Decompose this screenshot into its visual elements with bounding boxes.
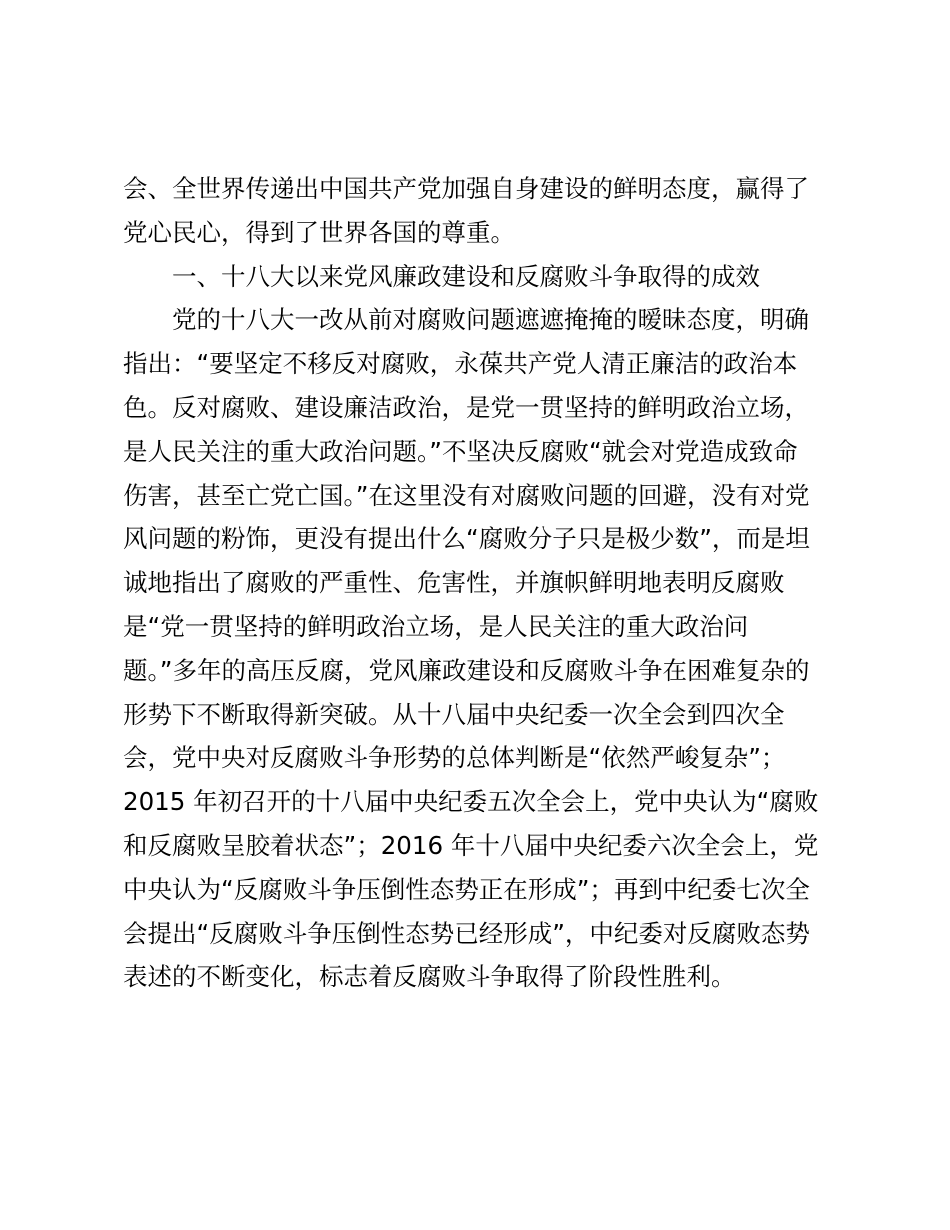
text-line: 会，党中央对反腐败斗争形势的总体判断是“依然严峻复杂”； xyxy=(123,743,786,773)
text-line: 中央认为“反腐败斗争压倒性态势正在形成”；再到中纪委七次全 xyxy=(123,874,810,904)
text-line: 和反腐败呈胶着状态”；2016 年十八届中央纪委六次全会上，党 xyxy=(123,830,819,860)
document-text xyxy=(123,167,843,999)
text-line: 指出：“要坚定不移反对腐败，永葆共产党人清正廉洁的政治本 xyxy=(123,349,798,379)
text-line: 题。”多年的高压反腐，党风廉政建设和反腐败斗争在困难复杂的 xyxy=(123,655,810,685)
text-line: 诚地指出了腐败的严重性、危害性，并旗帜鲜明地表明反腐败 xyxy=(123,568,785,598)
text-line: 会、全世界传递出中国共产党加强自身建设的鲜明态度，赢得了 xyxy=(123,174,809,203)
text-line: 形势下不断取得新突破。从十八届中央纪委一次全会到四次全 xyxy=(123,699,785,729)
text-line: 风问题的粉饰，更没有提出什么“腐败分子只是极少数”，而是坦 xyxy=(123,524,810,554)
text-line: 色。反对腐败、建设廉洁政治，是党一贯坚持的鲜明政治立场， xyxy=(123,392,809,422)
text-line: 伤害，甚至亡党亡国。”在这里没有对腐败问题的回避，没有对党 xyxy=(123,480,810,510)
text-line: 是人民关注的重大政治问题。”不坚决反腐败“就会对党造成致命 xyxy=(123,436,798,466)
section-heading: 一、十八大以来党风廉政建设和反腐败斗争取得的成效 xyxy=(172,261,760,291)
text-line: 2015 年初召开的十八届中央纪委五次全会上，党中央认为“腐败 xyxy=(123,787,819,817)
text-line: 会提出“反腐败斗争压倒性态势已经形成”，中纪委对反腐败态势 xyxy=(123,918,810,948)
text-line: 是“党一贯坚持的鲜明政治立场，是人民关注的重大政治问 xyxy=(123,611,749,641)
text-line: 党心民心，得到了世界各国的尊重。 xyxy=(123,217,515,247)
text-line: 党的十八大一改从前对腐败问题遮遮掩掩的暧昧态度，明确 xyxy=(172,305,809,335)
text-line: 表述的不断变化，标志着反腐败斗争取得了阶段性胜利。 xyxy=(123,962,736,992)
